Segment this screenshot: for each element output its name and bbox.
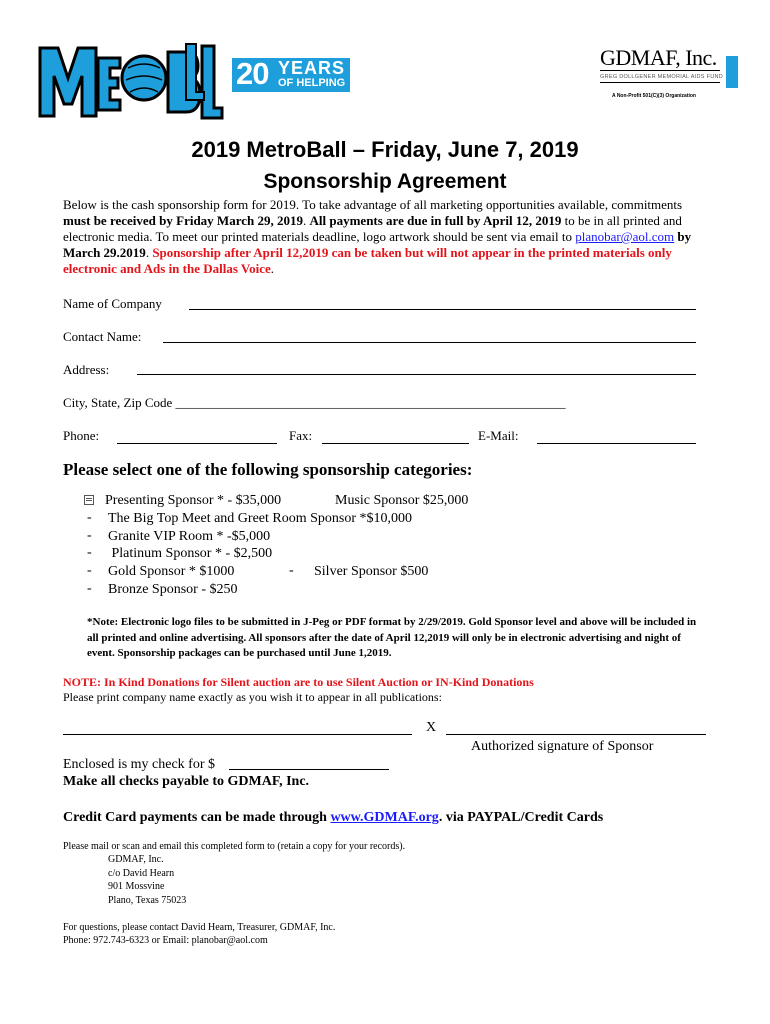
org-tagline: A Non-Profit 501(C)(3) Organization	[612, 93, 696, 99]
city-field[interactable]: ____________________________________________________________	[175, 395, 566, 410]
checkbox-icon[interactable]	[84, 495, 94, 505]
category-platinum[interactable]: Platinum Sponsor * - $2,500	[108, 546, 273, 561]
page-subtitle: Sponsorship Agreement	[263, 170, 507, 193]
mailing-address	[108, 853, 186, 907]
gdmaf-website-link[interactable]: www.GDMAF.org	[330, 810, 439, 825]
years-badge	[232, 58, 350, 92]
company-label: Name of Company	[63, 296, 162, 311]
mailing-intro: Please mail or scan and email this completed form to (retain a copy for your records).	[63, 841, 406, 852]
contact-field[interactable]	[163, 342, 696, 343]
logo-note: *Note: Electronic logo files to be submitted in J-Peg or PDF format by 2/29/2019. Gold Sponsor level and above will be included in all printed and online advertising. All sponsors after the date of April 12,2019 will only be in electronic advertising and night of event. Sponsorship packages can be purchased until June 1,2019.	[87, 616, 697, 659]
city-label: City, State, Zip Code	[63, 395, 173, 410]
category-big-top[interactable]: The Big Top Meet and Greet Room Sponsor *$10,000	[108, 511, 413, 526]
credit-card-line: Credit Card payments can be made through www.GDMAF.org. via PAYPAL/Credit Cards	[63, 810, 604, 825]
contact-line-2: Phone: 972.743-6323 or Email: planobar@aol.com	[63, 935, 268, 946]
category-silver[interactable]: Silver Sponsor $500	[314, 564, 429, 579]
signature-field[interactable]	[446, 734, 706, 735]
address-label: Address:	[63, 362, 110, 377]
address-line: c/o David Hearn	[108, 867, 175, 879]
fax-field[interactable]	[322, 443, 469, 444]
category-granite[interactable]: Granite VIP Room * -$5,000	[108, 529, 271, 544]
payable-to: Make all checks payable to GDMAF, Inc.	[63, 774, 310, 789]
list-dash: -	[289, 563, 294, 578]
org-accent-bar	[726, 56, 738, 88]
category-gold[interactable]: Gold Sponsor * $1000	[108, 564, 235, 579]
fax-label: Fax:	[289, 428, 313, 443]
address-field[interactable]	[137, 374, 696, 375]
list-dash: -	[87, 581, 92, 596]
email-field[interactable]	[537, 443, 696, 444]
signature-label: Authorized signature of Sponsor	[471, 739, 654, 754]
org-divider-2	[600, 82, 720, 83]
signature-x: X	[426, 720, 437, 735]
address-line: Plano, Texas 75023	[108, 894, 187, 906]
company-name-field[interactable]	[63, 734, 412, 735]
org-subtitle: GREG DOLLGENER MEMORIAL AIDS FUND	[600, 74, 724, 80]
metroball-logo	[36, 38, 224, 122]
category-bronze[interactable]: Bronze Sponsor - $250	[108, 582, 238, 597]
intro-paragraph: Below is the cash sponsorship form for 2019. To take advantage of all marketing opportunities available, commitments must be received by Friday March 29, 2019. All payments are due in full by April 12, 2019 to be in all printed and electronic media. To meet our printed materials deadline, logo artwork should be sent via email to planobar@aol.com by March 29.2019. Sponsorship after April 12,2019 can be taken but will not appear in the printed materials only electronic and Ads in the Dallas Voice.	[63, 197, 692, 276]
page-title: 2019 MetroBall – Friday, June 7, 2019	[191, 137, 579, 162]
address-line: 901 Mossvine	[108, 881, 165, 892]
contact-line-1: For questions, please contact David Hearn, Treasurer, GDMAF, Inc.	[63, 922, 336, 933]
years-line1: YEARS	[278, 58, 346, 78]
inkind-note: NOTE: In Kind Donations for Silent auction are to use Silent Auction or IN-Kind Donations	[63, 675, 534, 689]
address-line: GDMAF, Inc.	[108, 854, 164, 865]
print-instruction: Please print company name exactly as you wish it to appear in all publications:	[63, 690, 442, 704]
org-name: GDMAF, Inc.	[600, 45, 717, 70]
company-field[interactable]	[189, 309, 696, 310]
check-amount-field[interactable]	[229, 769, 389, 770]
contact-label: Contact Name:	[63, 329, 142, 344]
email-label: E-Mail:	[478, 428, 519, 443]
list-dash: -	[87, 510, 92, 525]
org-divider	[600, 70, 720, 71]
list-dash: -	[87, 563, 92, 578]
category-presenting[interactable]: Presenting Sponsor * - $35,000	[105, 493, 282, 508]
phone-label: Phone:	[63, 428, 100, 443]
check-label: Enclosed is my check for $	[63, 757, 216, 772]
phone-field[interactable]	[117, 443, 277, 444]
category-music[interactable]: Music Sponsor $25,000	[335, 493, 469, 508]
city-row[interactable]	[63, 395, 566, 411]
list-dash: -	[87, 528, 92, 543]
list-dash: -	[87, 545, 92, 560]
years-line2: OF HELPING	[278, 77, 346, 89]
email-link[interactable]: planobar@aol.com	[575, 229, 675, 244]
categories-heading: Please select one of the following sponsorship categories:	[63, 460, 473, 479]
years-number: 20	[236, 56, 269, 91]
